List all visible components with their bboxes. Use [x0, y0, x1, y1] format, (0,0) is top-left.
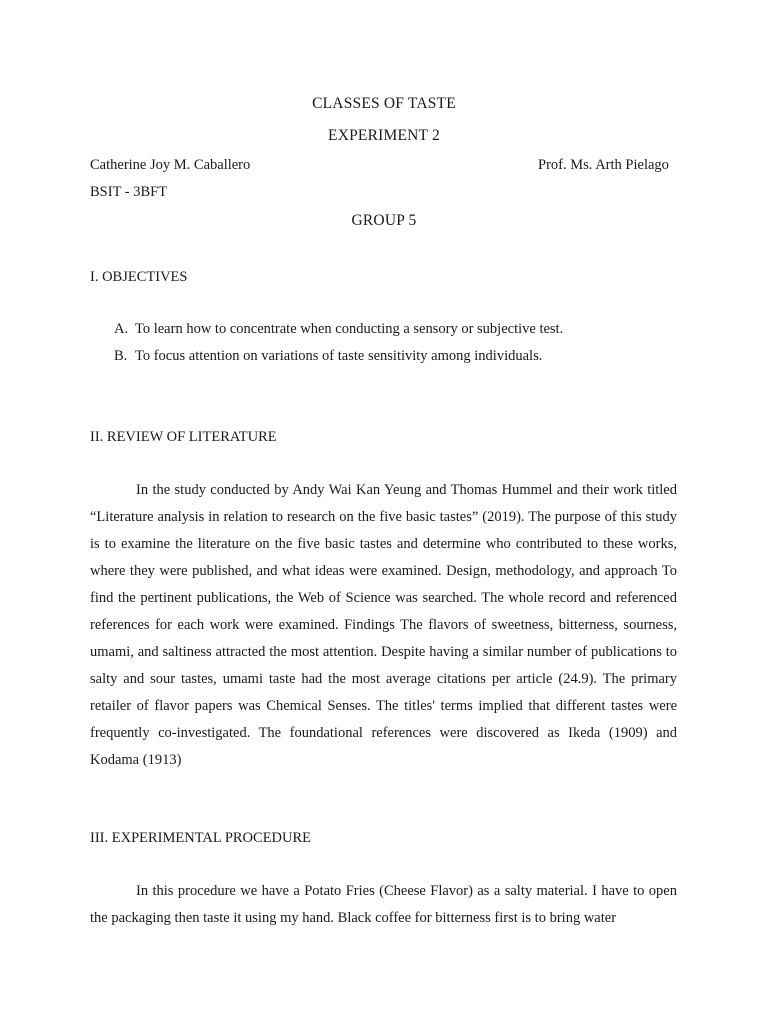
objective-item — [114, 346, 542, 366]
professor-name: Prof. Ms. Arth Pielago — [538, 157, 669, 173]
objective-item — [114, 319, 563, 339]
student-name: Catherine Joy M. Caballero — [90, 157, 251, 173]
review-paragraph: In the study conducted by Andy Wai Kan Yeung and Thomas Hummel and their work titled “Literature analysis in relation to research on the five basic tastes” (2019). The purpose of this study is to examine the literature on the five basic tastes and determine who contributed to these works, where they were published, and what ideas were examined. Design, methodology, and approach To find the pertinent publications, the Web of Science was searched. The whole record and referenced references for each work were examined. Findings The flavors of sweetness, bitterness, sourness, umami, and saltiness attracted the most attention. Despite having a similar number of publications to salty and sour tastes, umami taste had the most average citations per article (24.9). The primary retailer of flavor papers was Chemical Senses. The titles' terms implied that different tastes were frequently co-investigated. The foundational references were discovered as Ikeda (1909) and Kodama (1913) — [90, 482, 677, 768]
objective-text: To focus attention on variations of taste sensitivity among individuals. — [135, 348, 543, 364]
objective-text: To learn how to concentrate when conducting a sensory or subjective test. — [135, 321, 564, 337]
objectives-heading: I. OBJECTIVES — [90, 269, 188, 285]
document-title: CLASSES OF TASTE — [312, 95, 456, 112]
review-heading: II. REVIEW OF LITERATURE — [90, 429, 277, 445]
objective-marker: B. — [114, 348, 128, 364]
group-label: GROUP 5 — [351, 212, 417, 229]
procedure-heading: III. EXPERIMENTAL PROCEDURE — [90, 830, 312, 846]
procedure-paragraph: In this procedure we have a Potato Fries (Cheese Flavor) as a salty material. I have to open the packaging then taste it using my hand. Black coffee for bitterness first is to bring water — [90, 883, 677, 926]
objective-marker: A. — [114, 321, 129, 337]
course-label: BSIT - 3BFT — [90, 184, 168, 200]
experiment-label: EXPERIMENT 2 — [328, 127, 440, 144]
